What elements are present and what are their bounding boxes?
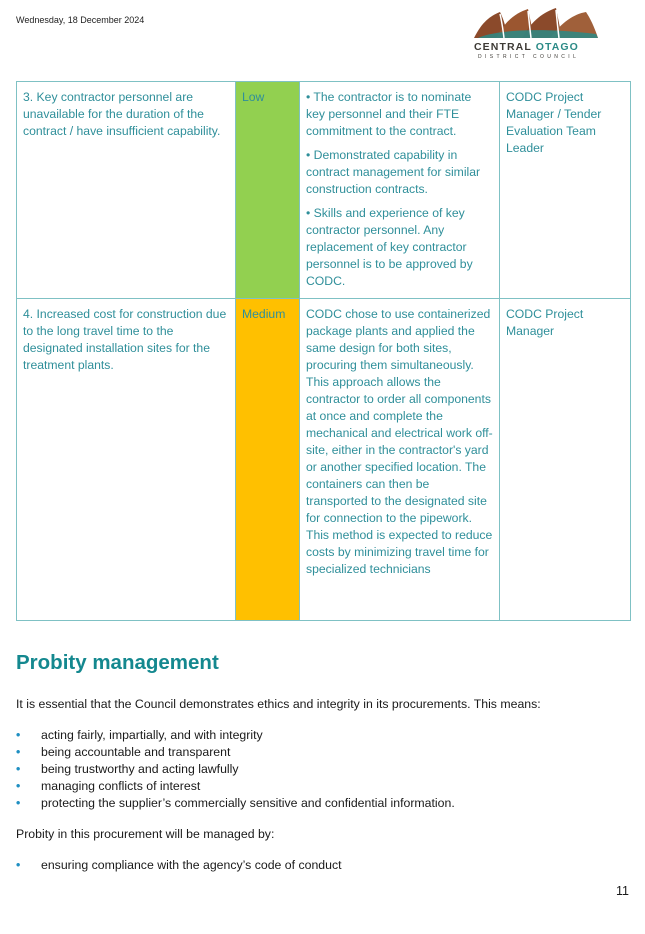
bullet-icon: • (16, 728, 21, 742)
mountain-logo-icon (470, 4, 602, 40)
table-row (17, 299, 631, 621)
risk-description: 4. Increased cost for construction due to the long travel time to the designated installation sites for the treatment plants. (17, 299, 236, 621)
risk-owner: CODC Project Manager / Tender Evaluation Team Leader (500, 82, 631, 299)
probity-list (16, 727, 455, 812)
list-item: • being trustworthy and acting lawfully (16, 762, 239, 776)
intro-paragraph: It is essential that the Council demonstrates ethics and integrity in its procurements. This means: (16, 697, 541, 711)
bullet-icon: • (16, 762, 21, 776)
bullet-icon: • (16, 779, 21, 793)
list-item: • protecting the supplier’s commercially sensitive and confidential information. (16, 796, 455, 810)
risk-description: 3. Key contractor personnel are unavailable for the duration of the contract / have insufficient capability. (17, 82, 236, 299)
risk-owner: CODC Project Manager (500, 299, 631, 621)
table-row (17, 82, 631, 299)
logo-name: CENTRAL OTAGO (474, 41, 579, 53)
mitigation-point: • Demonstrated capability in contract management for similar construction contracts. (306, 148, 481, 196)
list-item: • managing conflicts of interest (16, 779, 201, 793)
council-logo (470, 4, 602, 62)
risk-mitigation (300, 82, 500, 299)
bullet-icon: • (16, 745, 21, 759)
managed-by-paragraph: Probity in this procurement will be managed by: (16, 827, 275, 841)
risk-level-low: Low (236, 82, 300, 299)
logo-subtitle: DISTRICT COUNCIL (478, 54, 580, 60)
list-item: • acting fairly, impartially, and with integrity (16, 728, 263, 742)
bullet-icon: • (16, 796, 21, 810)
mitigation-point: • Skills and experience of key contractor personnel. Any replacement of key contractor personnel is to be approved by CODC. (306, 206, 473, 288)
managed-by-list (16, 857, 342, 874)
mitigation-point: CODC chose to use containerized package plants and applied the same design for both sites, procuring them simultaneously. This approach allows the contractor to order all components at once and complete the mechanical and electrical work off-site, either in the contractor's yard or another specified location. The containers can then be transported to the designated site for connection to the pipework. This method is expected to reduce costs by minimizing travel time for specialized technicians (306, 307, 493, 576)
list-item: • being accountable and transparent (16, 745, 231, 759)
header-date: Wednesday, 18 December 2024 (16, 15, 145, 25)
mitigation-point: • The contractor is to nominate key personnel and their FTE commitment to the contract. (306, 90, 472, 138)
risk-table (16, 81, 631, 621)
bullet-icon: • (16, 858, 21, 872)
risk-mitigation (300, 299, 500, 621)
page-number: 11 (616, 884, 629, 898)
risk-level-medium: Medium (236, 299, 300, 621)
list-item: • ensuring compliance with the agency’s code of conduct (16, 858, 342, 872)
section-heading: Probity management (16, 651, 219, 674)
